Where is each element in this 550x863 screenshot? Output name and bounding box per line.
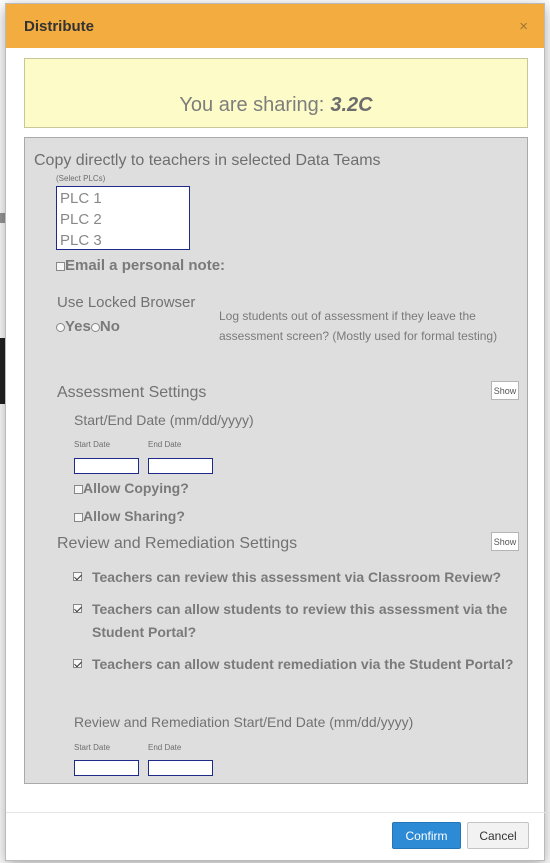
- sharing-assessment-name: 3.2C: [330, 94, 373, 116]
- dialog-header: [6, 4, 544, 48]
- review-option-row: [92, 653, 532, 676]
- start-date-input[interactable]: [74, 458, 139, 474]
- end-date-label: End Date: [148, 440, 182, 449]
- review-date-title: Review and Remediation Start/End Date (mm/dd/yyyy): [74, 714, 414, 730]
- assessment-settings-title: Assessment Settings: [57, 384, 207, 401]
- confirm-button[interactable]: Confirm: [392, 822, 461, 849]
- locked-no-radio[interactable]: [91, 323, 100, 332]
- locked-browser-description: Log students out of assessment if they leave the assessment screen? (Mostly used for formal testing): [219, 309, 498, 343]
- review-settings-show-button[interactable]: Show: [491, 532, 519, 551]
- locked-browser-title: Use Locked Browser: [57, 294, 196, 311]
- review-end-date-label: End Date: [148, 743, 182, 752]
- locked-no-label: No: [99, 318, 120, 335]
- plc-option[interactable]: PLC 2: [60, 211, 102, 228]
- distribute-panel: [24, 137, 528, 784]
- allow-copying-label: Allow Copying?: [83, 480, 189, 496]
- allow-sharing-row: [74, 508, 185, 524]
- allow-copying-row: [74, 480, 189, 496]
- footer-divider: [6, 812, 546, 813]
- email-note-label: Email a personal note:: [65, 257, 226, 274]
- plc-option[interactable]: PLC 1: [60, 190, 102, 207]
- email-note-row: [56, 257, 225, 274]
- sharing-banner: [24, 58, 528, 128]
- close-icon[interactable]: ×: [519, 17, 528, 35]
- assessment-settings-show-button[interactable]: Show: [491, 381, 519, 400]
- allow-copying-checkbox[interactable]: [74, 485, 83, 494]
- review-option-label: Teachers can review this assessment via Classroom Review?: [92, 569, 502, 585]
- review-start-date-input[interactable]: [74, 760, 139, 776]
- allow-sharing-checkbox[interactable]: [74, 513, 83, 522]
- student-remediation-checkbox[interactable]: [73, 659, 82, 668]
- locked-yes-label: Yes: [65, 318, 91, 335]
- student-portal-review-checkbox[interactable]: [73, 604, 82, 613]
- allow-sharing-label: Allow Sharing?: [83, 508, 185, 524]
- review-settings-title: Review and Remediation Settings: [57, 535, 298, 552]
- start-date-label: Start Date: [74, 440, 111, 449]
- review-option-row: [92, 566, 532, 589]
- locked-browser-options: [56, 318, 120, 335]
- end-date-input[interactable]: [148, 458, 213, 474]
- review-option-label: Teachers can allow student remediation via the Student Portal?: [92, 656, 514, 672]
- assessment-date-title: Start/End Date (mm/dd/yyyy): [74, 412, 254, 428]
- classroom-review-checkbox[interactable]: [73, 572, 82, 581]
- cancel-button[interactable]: Cancel: [467, 822, 529, 849]
- plc-select-list[interactable]: [56, 186, 190, 250]
- dialog-title: Distribute: [24, 17, 95, 35]
- email-note-checkbox[interactable]: [56, 262, 65, 271]
- review-option-row: [92, 598, 532, 644]
- review-start-date-label: Start Date: [74, 743, 111, 752]
- review-end-date-input[interactable]: [148, 760, 213, 776]
- plc-hint: (Select PLCs): [56, 174, 106, 183]
- distribute-dialog: [5, 3, 545, 861]
- sharing-prefix: You are sharing:: [179, 94, 325, 116]
- copy-section-title: Copy directly to teachers in selected Data Teams: [34, 152, 381, 169]
- plc-option[interactable]: PLC 3: [60, 232, 102, 249]
- locked-yes-radio[interactable]: [56, 323, 65, 332]
- review-option-label: Teachers can allow students to review this assessment via the Student Portal?: [92, 601, 508, 640]
